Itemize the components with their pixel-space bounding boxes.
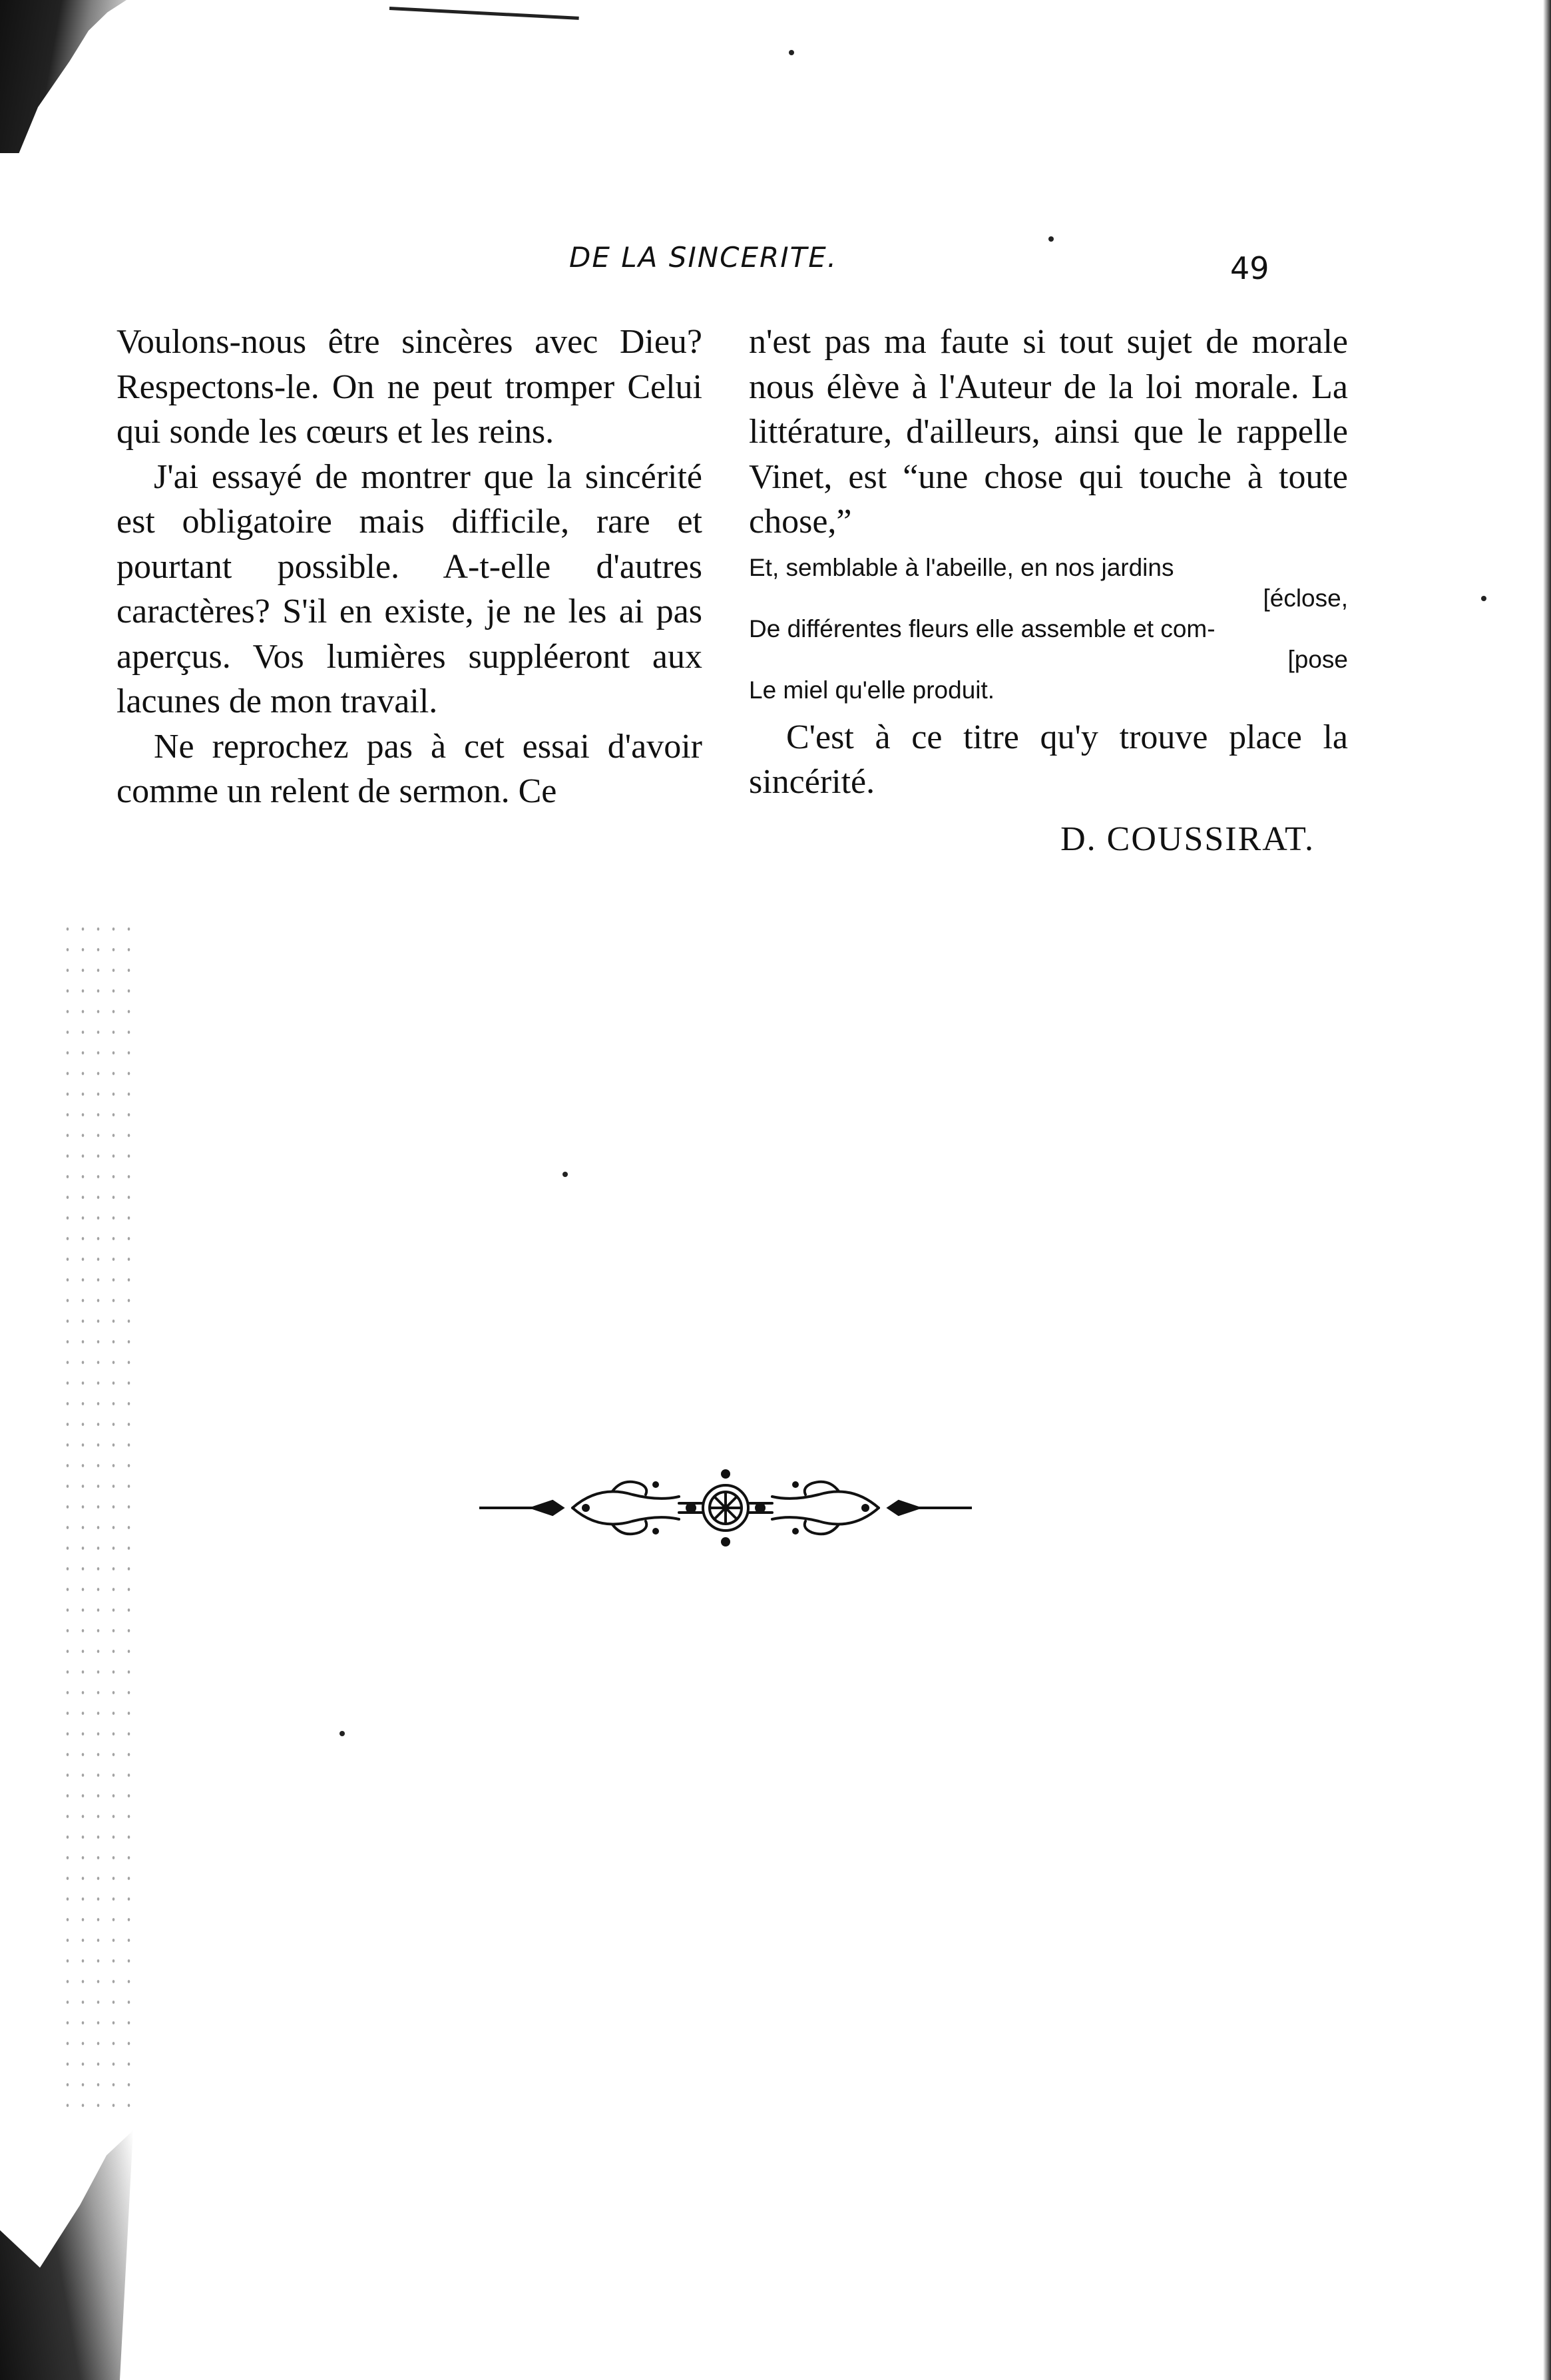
- running-head: DE LA SINCERITE.: [569, 241, 838, 274]
- stray-mark: [1048, 236, 1054, 242]
- left-column: [116, 320, 702, 814]
- scan-speckle: [60, 919, 140, 2117]
- author-signature: D. COUSSIRAT.: [1060, 820, 1315, 858]
- scan-right-edge: [1543, 0, 1551, 2380]
- paragraph: J'ai essayé de montrer que la sincérité est obligatoire mais difficile, rare et pourtant possible. A-t-elle d'autres caractères? S'il en existe, je ne les ai pas aperçus. Vos lumières suppléeront aux lacunes de mon travail.: [116, 457, 702, 720]
- stray-mark: [1481, 596, 1486, 601]
- verse-continuation: [pose: [1287, 645, 1348, 673]
- paragraph: Voulons-nous être sincères avec Dieu? Respectons-le. On ne peut tromper Celui qui sonde les cœurs et les reins.: [116, 323, 702, 451]
- decorative-tailpiece-icon: [479, 1465, 972, 1551]
- verse-continuation: [éclose,: [1263, 584, 1348, 612]
- scan-blot-top: [0, 0, 126, 153]
- verse-line: Et, semblable à l'abeille, en nos jardins: [749, 553, 1174, 581]
- scan-blot-bottom: [0, 2130, 133, 2380]
- top-rule: [389, 7, 579, 20]
- paragraph: n'est pas ma faute si tout sujet de morale nous élève à l'Auteur de la loi morale. La littérature, d'ailleurs, ainsi que le rappelle Vinet, est “une chose qui touche à toute chose,”: [749, 323, 1348, 541]
- scan-left-edge: [0, 0, 40, 2380]
- paragraph: C'est à ce titre qu'y trouve place la sincérité.: [749, 718, 1348, 801]
- verse-line: Le miel qu'elle produit.: [749, 676, 995, 704]
- page-number: 49: [1230, 250, 1269, 286]
- verse-line: De différentes fleurs elle assemble et com-: [749, 614, 1216, 642]
- stray-mark: [339, 1731, 345, 1736]
- right-column: [749, 320, 1348, 861]
- verse-quotation: [749, 553, 1348, 706]
- stray-mark: [562, 1172, 568, 1177]
- paragraph: Ne reprochez pas à cet essai d'avoir comme un relent de sermon. Ce: [116, 727, 702, 810]
- stray-mark: [789, 50, 794, 55]
